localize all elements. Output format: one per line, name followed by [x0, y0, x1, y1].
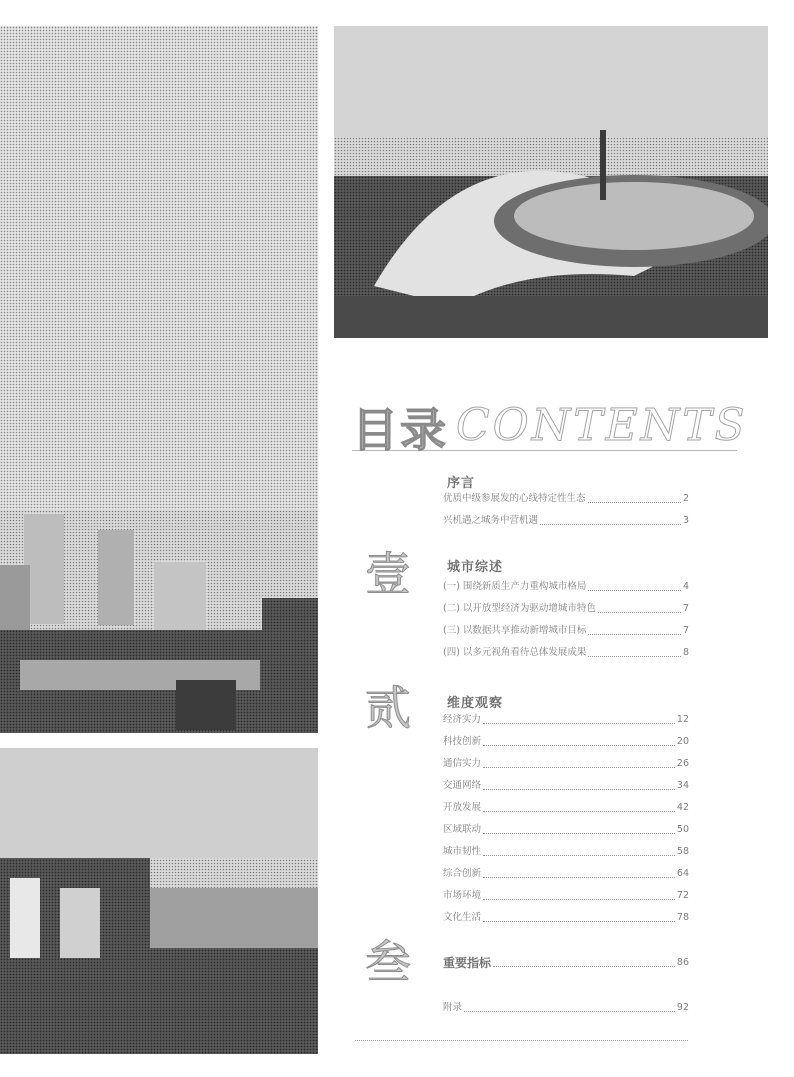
- footer-divider: [355, 1040, 688, 1041]
- toc-entry[interactable]: 兴机遇之城务中营机遇 3: [443, 515, 689, 526]
- city-skyline-photo: [0, 510, 318, 733]
- halftone-background-panel: [0, 26, 318, 528]
- toc-entry[interactable]: 开放发展 42: [443, 802, 689, 813]
- section-heading-preface: 序言: [447, 476, 476, 491]
- toc-entry[interactable]: 优质中级参展发的心线特定性生态 2: [443, 493, 689, 504]
- toc-entry[interactable]: 综合创新 64: [443, 868, 689, 879]
- toc-entry[interactable]: (一) 围绕新质生产力重构城市格局 4: [443, 581, 689, 592]
- section-numeral-3: 叁: [365, 935, 411, 989]
- toc-entry[interactable]: 科技创新 20: [443, 736, 689, 747]
- toc-entry[interactable]: 交通网络 34: [443, 780, 689, 791]
- toc-entry-key-indicators[interactable]: 重要指标 86: [443, 956, 689, 970]
- toc-entry[interactable]: 区域联动 50: [443, 824, 689, 835]
- toc-entry[interactable]: 通信实力 26: [443, 758, 689, 769]
- toc-entry[interactable]: 市场环境 72: [443, 890, 689, 901]
- toc-title-en: CONTENTS: [456, 400, 748, 451]
- toc-entry[interactable]: (二) 以开放型经济为驱动增城市特色 7: [443, 603, 689, 614]
- section-numeral-1: 壹: [365, 547, 411, 601]
- section-heading-overview: 城市综述: [447, 560, 504, 575]
- waterfront-photo: [0, 748, 318, 1054]
- section-numeral-2: 贰: [365, 681, 411, 735]
- stadium-aerial-photo: [334, 26, 768, 338]
- toc-entry[interactable]: 城市韧性 58: [443, 846, 689, 857]
- toc-entry[interactable]: 经济实力 12: [443, 714, 689, 725]
- toc-entry[interactable]: 文化生活 78: [443, 912, 689, 923]
- toc-entry[interactable]: (三) 以数据共享推动新增城市目标 7: [443, 625, 689, 636]
- section-heading-dimensions: 维度观察: [447, 696, 504, 711]
- toc-entry[interactable]: (四) 以多元视角看待总体发展成果 8: [443, 647, 689, 658]
- toc-title-cn: 目录: [352, 403, 448, 457]
- toc-entry[interactable]: 附录 92: [443, 1002, 689, 1013]
- toc-title: [352, 392, 748, 457]
